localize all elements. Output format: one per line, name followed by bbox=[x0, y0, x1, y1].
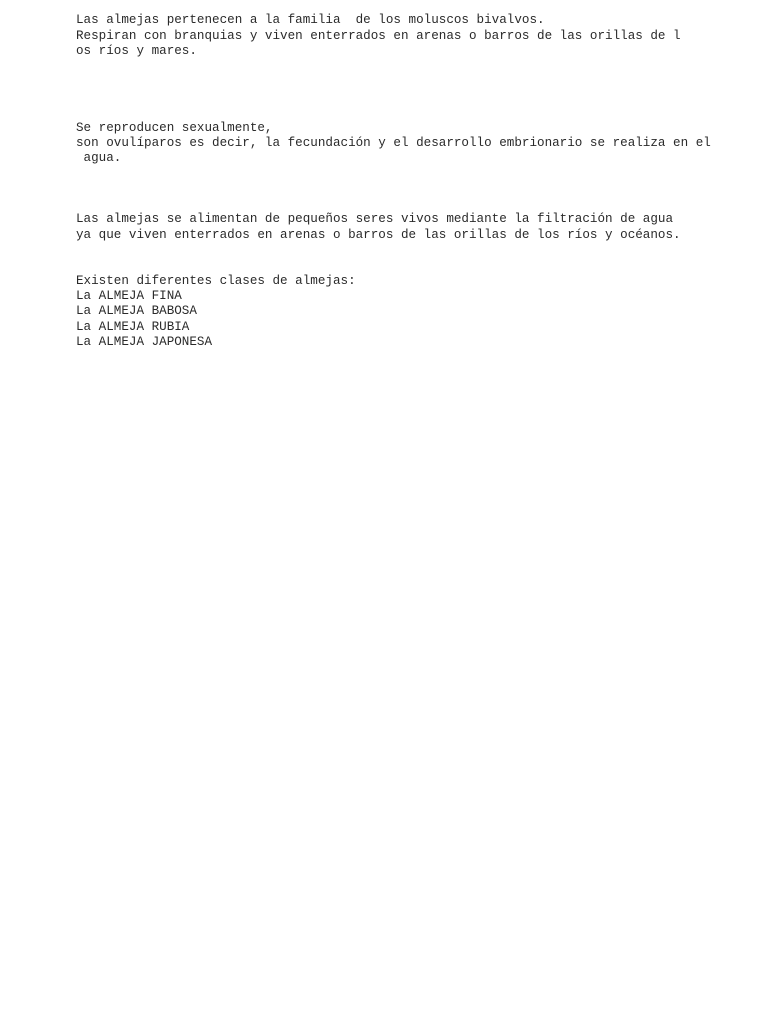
paragraph-4-line-1: Existen diferentes clases de almejas: bbox=[76, 274, 356, 288]
list-item-almeja-fina: La ALMEJA FINA bbox=[76, 289, 182, 303]
list-item-almeja-rubia: La ALMEJA RUBIA bbox=[76, 320, 190, 334]
paragraph-1-line-3: os ríos y mares. bbox=[76, 44, 197, 58]
paragraph-2-line-3: agua. bbox=[76, 151, 122, 165]
paragraph-1-line-2: Respiran con branquias y viven enterrados en arenas o barros de las orillas de l bbox=[76, 29, 681, 43]
list-item-almeja-babosa: La ALMEJA BABOSA bbox=[76, 304, 197, 318]
paragraph-3-line-2: ya que viven enterrados en arenas o barros de las orillas de los ríos y océanos. bbox=[76, 228, 681, 242]
paragraph-2-line-1: Se reproducen sexualmente, bbox=[76, 121, 273, 135]
paragraph-2-line-2: son ovulíparos es decir, la fecundación y el desarrollo embrionario se realiza en el bbox=[76, 136, 711, 150]
list-item-almeja-japonesa: La ALMEJA JAPONESA bbox=[76, 335, 213, 349]
paragraph-3-line-1: Las almejas se alimentan de pequeños seres vivos mediante la filtración de agua bbox=[76, 212, 674, 226]
paragraph-1-line-1: Las almejas pertenecen a la familia de los moluscos bivalvos. bbox=[76, 13, 545, 27]
